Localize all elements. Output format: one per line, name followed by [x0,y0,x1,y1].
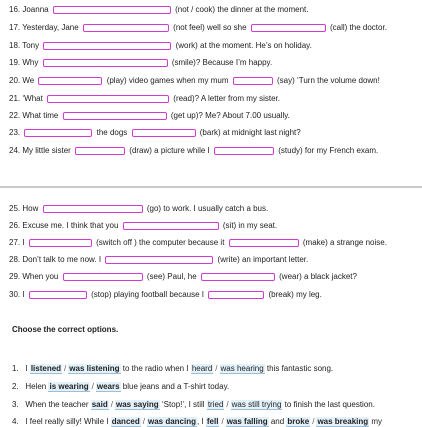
item-text: Helen [25,382,47,391]
answer-input[interactable] [214,147,274,155]
item-text: to finish the last question. [284,400,375,409]
item-number: 23. [9,128,21,137]
option-item-4: 4. I feel really silly! While I danced / was dancing, I fell / was falling and broke / was breaking my [12,417,383,426]
item-text: (work) at the moment. He’s on holiday. [175,41,312,50]
item-number: 19. [9,58,21,67]
answer-input[interactable] [43,59,168,67]
answer-input[interactable] [132,129,196,137]
item-text: I [25,364,28,373]
item-text: Yesterday, Jane [22,23,79,32]
item-text: Why [22,58,39,67]
option-choice[interactable]: tried [207,400,224,409]
item-text: What time [22,111,59,120]
answer-input[interactable] [83,24,169,32]
option-choice[interactable]: was breaking [317,417,369,426]
item-17 [9,22,387,33]
item-text: (write) an important letter. [217,255,309,264]
answer-input[interactable] [208,291,264,299]
answer-input[interactable] [47,95,169,103]
answer-input[interactable] [201,273,275,281]
item-text: (get up)? Me? About 7.00 usually. [170,111,290,120]
item-19 [9,57,272,68]
item-text: Don’t talk to me now. I [22,255,102,264]
answer-input[interactable] [53,6,171,14]
option-item-1: 1. I listened / was listening to the radio when I heard / was hearing this fantastic song. [12,364,334,373]
answer-input[interactable] [63,112,167,120]
item-text: (call) the doctor. [330,23,387,32]
item-text: (bark) at midnight last night? [199,128,301,137]
item-number: 22. [9,111,21,120]
item-text: to the radio when I [122,364,189,373]
item-text: this fantastic song. [266,364,334,373]
item-24 [9,145,378,156]
item-number: 3. [12,400,19,409]
item-22 [9,110,290,121]
option-choice[interactable]: is wearing [49,382,89,391]
item-text: Tony [22,41,40,50]
answer-input[interactable] [229,239,299,247]
item-29 [9,271,357,282]
answer-input[interactable] [123,222,219,230]
item-number: 16. [9,5,21,14]
item-number: 1. [12,364,19,373]
item-text: (make) a strange noise. [302,238,387,247]
answer-input[interactable] [233,77,273,85]
option-item-2: 2. Helen is wearing / wears blue jeans and a T-shirt today. [12,382,230,391]
item-text: Joanna [22,5,49,14]
item-text: (play) video games when my mum [106,76,229,85]
item-text: the dogs [96,128,128,137]
answer-input[interactable] [29,239,92,247]
option-choice[interactable]: heard [191,364,213,373]
item-text: (sit) in my seat. [222,221,278,230]
option-choice[interactable]: broke [287,417,310,426]
item-text: (not feel) well so she [173,23,247,32]
item-text: (stop) playing football because I [91,290,205,299]
answer-input[interactable] [105,256,213,264]
item-text: (read)? A letter from my sister. [173,94,280,103]
option-choice[interactable]: danced [111,417,140,426]
item-text: (smile)? Because I’m happy. [171,58,273,67]
option-choice[interactable]: was falling [226,417,268,426]
item-number: 29. [9,272,21,281]
item-number: 25. [9,204,21,213]
item-text: (wear) a black jacket? [279,272,357,281]
item-number: 21. [9,94,21,103]
item-28 [9,254,308,265]
item-number: 27. [9,238,21,247]
answer-input[interactable] [63,273,143,281]
page-divider [0,186,422,188]
item-text: blue jeans and a T-shirt today. [122,382,230,391]
option-choice[interactable]: wears [96,382,120,391]
item-text: I [22,238,25,247]
item-26 [9,220,277,231]
item-text: I feel really silly! While I [25,417,109,426]
answer-input[interactable] [43,205,143,213]
option-choice[interactable]: was dancing [147,417,196,426]
item-number: 30. [9,290,21,299]
item-text: Excuse me. I think that you [22,221,119,230]
section-title: Choose the correct options. [12,325,119,334]
item-23 [9,127,301,138]
item-text: I [22,290,25,299]
item-number: 20. [9,76,21,85]
item-text: ‘What [22,94,43,103]
item-text: (not / cook) the dinner at the moment. [175,5,309,14]
option-choice[interactable]: was still trying [231,400,282,409]
item-number: 28. [9,255,21,264]
item-text: and [270,417,285,426]
item-text: (see) Paul, he [146,272,197,281]
item-number: 4. [12,417,19,426]
item-text: (go) to work. I usually catch a bus. [146,204,269,213]
option-choice[interactable]: listened [30,364,62,373]
answer-input[interactable] [38,77,102,85]
item-text: My little sister [22,146,71,155]
item-number: 2. [12,382,19,391]
item-16 [9,4,308,15]
item-text: (break) my leg. [268,290,322,299]
item-text: How [22,204,39,213]
item-text: (study) for my French exam. [278,146,379,155]
answer-input[interactable] [29,291,87,299]
item-text: ‘Stop!’, I still [161,400,205,409]
answer-input[interactable] [251,24,326,32]
option-choice[interactable]: was listening [69,364,120,373]
item-30 [9,289,322,300]
option-choice[interactable]: said [91,400,108,409]
item-text: When the teacher [25,400,89,409]
option-choice[interactable]: fell [206,417,219,426]
item-25 [9,203,268,214]
item-text: When you [22,272,59,281]
item-number: 18. [9,41,21,50]
item-number: 17. [9,23,21,32]
item-text: (switch off ) the computer because it [96,238,225,247]
item-text: (draw) a picture while I [129,146,210,155]
item-text: , I [196,417,204,426]
option-item-3: 3. When the teacher said / was saying ‘Stop!’, I still tried / was still trying to finish the last question. [12,400,375,409]
item-20 [9,75,380,86]
answer-input[interactable] [24,129,92,137]
item-text: my [371,417,383,426]
item-number: 26. [9,221,21,230]
item-21 [9,93,280,104]
option-choice[interactable]: was hearing [220,364,264,373]
item-number: 24. [9,146,21,155]
answer-input[interactable] [43,42,171,50]
item-18 [9,40,312,51]
item-text: We [22,76,35,85]
option-choice[interactable]: was saying [115,400,159,409]
answer-input[interactable] [75,147,125,155]
item-text: (say) ‘Turn the volume down! [276,76,380,85]
item-27 [9,237,387,248]
